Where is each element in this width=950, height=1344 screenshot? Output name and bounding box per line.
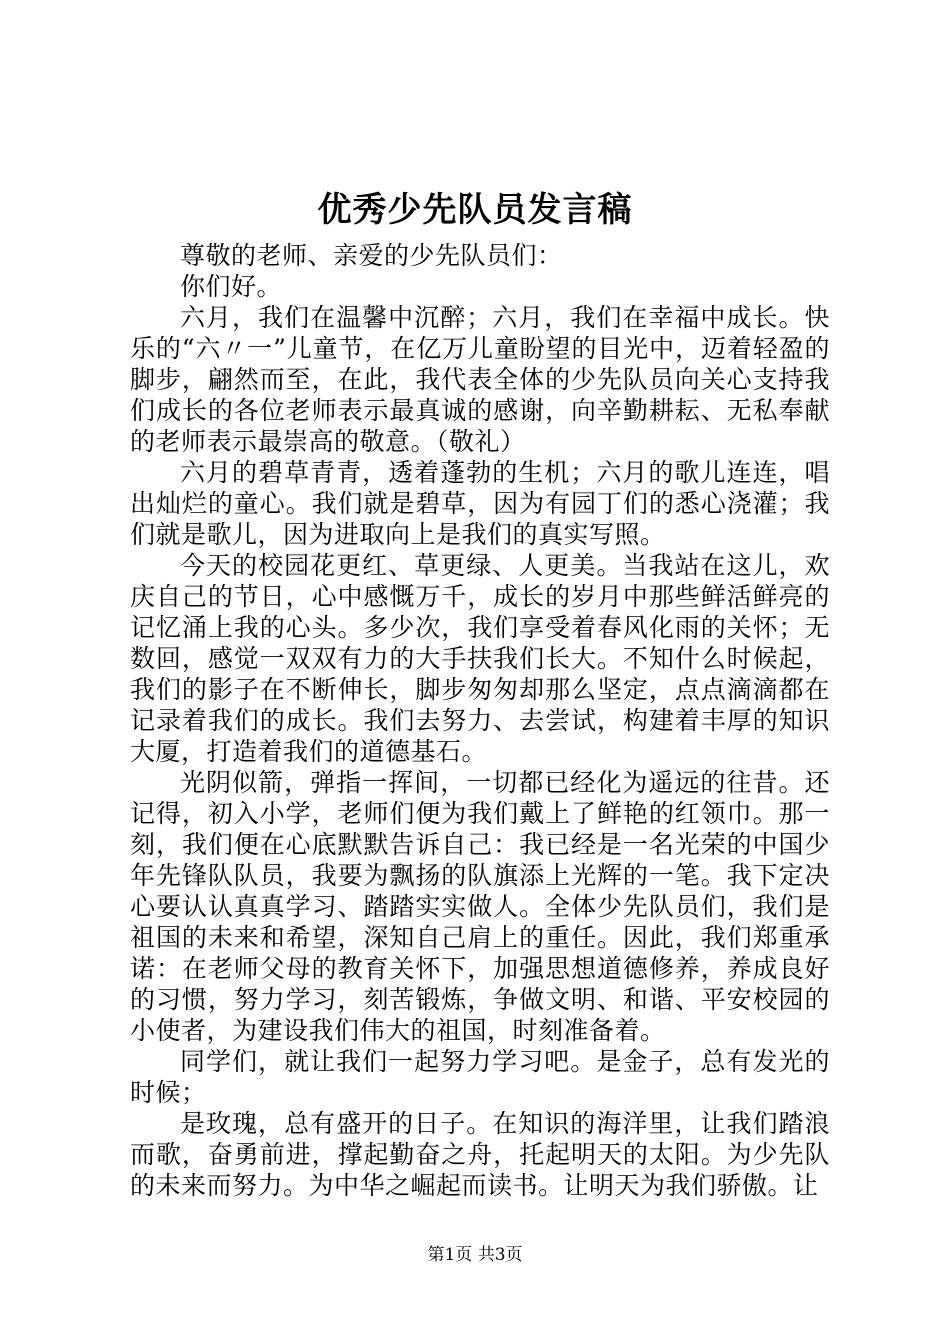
page-number-footer: 第1页 共3页	[427, 1245, 523, 1265]
paragraph: 六月，我们在温馨中沉醉；六月，我们在幸福中成长。快乐的“六〃一”儿童节，在亿万儿童盼望的目光中，迈着轻盈的脚步，翩然而至，在此，我代表全体的少先队员向关心支持我们成长的各位老师表示最真诚的感谢，向辛勤耕耘、无私奉献的老师表示最崇高的敬意。（敬礼）	[130, 303, 830, 456]
document-title: 优秀少先队员发言稿	[317, 190, 633, 230]
paragraph-greeting: 你们好。	[180, 272, 283, 301]
paragraph: 同学们，就让我们一起努力学习吧。是金子，总有发光的时候；	[130, 1047, 830, 1107]
paragraph: 是玫瑰，总有盛开的日子。在知识的海洋里，让我们踏浪而歌，奋勇前进，撑起勤奋之舟，托起明天的太阳。为少先队的未来而努力。为中华之崛起而读书。让明天为我们骄傲。让	[130, 1109, 830, 1200]
paragraph-salutation: 尊敬的老师、亲爱的少先队员们：	[180, 241, 563, 270]
paragraph: 今天的校园花更红、草更绿、人更美。当我站在这儿，欢庆自己的节日，心中感慨万千，成长的岁月中那些鲜活鲜亮的记忆涌上我的心头。多少次，我们享受着春风化雨的关怀；无数回，感觉一双双有力的大手扶我们长大。不知什么时候起，我们的影子在不断伸长，脚步匆匆却那么坚定，点点滴滴都在记录着我们的成长。我们去努力、去尝试，构建着丰厚的知识大厦，打造着我们的道德基石。	[130, 551, 830, 766]
document-body	[130, 240, 830, 1201]
paragraph: 光阴似箭，弹指一挥间，一切都已经化为遥远的往昔。还记得，初入小学，老师们便为我们戴上了鲜艳的红领巾。那一刻，我们便在心底默默告诉自己：我已经是一名光荣的中国少年先锋队队员，我要为飘扬的队旗添上光辉的一笔。我下定决心要认认真真学习、踏踏实实做人。全体少先队员们，我们是祖国的未来和希望，深知自己肩上的重任。因此，我们郑重承诺：在老师父母的教育关怀下，加强思想道德修养，养成良好的习惯，努力学习，刻苦锻炼，争做文明、和谐、平安校园的小使者，为建设我们伟大的祖国，时刻准备着。	[130, 768, 830, 1045]
paragraph: 六月的碧草青青，透着蓬勃的生机；六月的歌儿连连，唱出灿烂的童心。我们就是碧草，因为有园丁们的悉心浇灌；我们就是歌儿，因为进取向上是我们的真实写照。	[130, 458, 830, 549]
